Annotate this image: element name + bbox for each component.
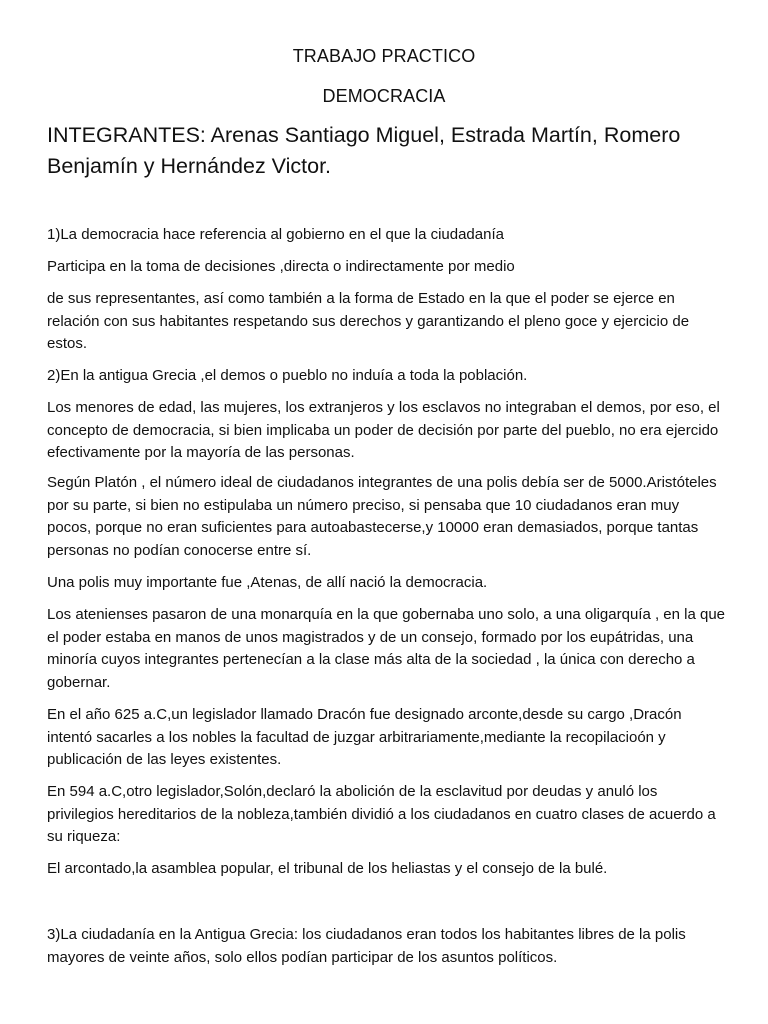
paragraph-8: Los atenienses pasaron de una monarquía en la que gobernaba uno solo, a una oligarquía , en la que el poder estaba en manos de unos magistrados y de un consejo, formado por los eupátridas, una minoría cuyos integrantes pertenecían a la clase más alta de la sociedad , la única con derecho a gobernar. xyxy=(47,606,726,691)
paragraph-5: Los menores de edad, las mujeres, los extranjeros y los esclavos no integraban el demos, por eso, el concepto de democracia, si bien implicaba un poder de decisión por parte del pueblo, no era ejercido efectivamente por la mayoría de las personas. xyxy=(47,399,720,462)
members-heading: INTEGRANTES: Arenas Santiago Miguel, Estrada Martín, Romero Benjamín y Hernández Victor. xyxy=(47,123,681,178)
paragraph-12: 3)La ciudadanía en la Antigua Grecia: los ciudadanos eran todos los habitantes libres de la polis mayores de veinte años, solo ellos podían participar de los asuntos políticos. xyxy=(47,926,686,966)
paragraph-1: 1)La democracia hace referencia al gobierno en el que la ciudadanía xyxy=(47,226,504,243)
paragraph-3: de sus representantes, así como también a la forma de Estado en la que el poder se ejerce en relación con sus habitantes respetando sus derechos y garantizando el pleno goce y ejercicio de estos. xyxy=(47,290,690,353)
paragraph-4: 2)En la antigua Grecia ,el demos o pueblo no induía a toda la población. xyxy=(47,367,528,384)
paragraph-9: En el año 625 a.C,un legislador llamado Dracón fue designado arconte,desde su cargo ,Dracón intentó sacarles a los nobles la facultad de juzgar arbitrariamente,mediante la recopilacioón y publicación de las leyes existentes. xyxy=(47,706,682,769)
paragraph-6: Según Platón , el número ideal de ciudadanos integrantes de una polis debía ser de 5000.Aristóteles por su parte, si bien no estipulaba un número preciso, si pensaba que 10 ciudadanos eran muy pocos, porque no eran suficientes para autoabastecerse,y 10000 eran demasiados, porque tantas personas no podían conocerse entre sí. xyxy=(47,474,717,559)
paragraph-7: Una polis muy importante fue ,Atenas, de allí nació la democracia. xyxy=(47,574,488,591)
paragraph-2: Participa en la toma de decisiones ,directa o indirectamente por medio xyxy=(47,258,515,275)
paragraph-11: El arcontado,la asamblea popular, el tribunal de los heliastas y el consejo de la bulé. xyxy=(47,860,608,877)
document-subtitle: DEMOCRACIA xyxy=(322,86,446,106)
document-title: TRABAJO PRACTICO xyxy=(292,46,476,66)
paragraph-10: En 594 a.C,otro legislador,Solón,declaró la abolición de la esclavitud por deudas y anuló los privilegios hereditarios de la nobleza,también dividió a los ciudadanos en cuatro clases de acuerdo a su riqueza: xyxy=(47,783,716,846)
